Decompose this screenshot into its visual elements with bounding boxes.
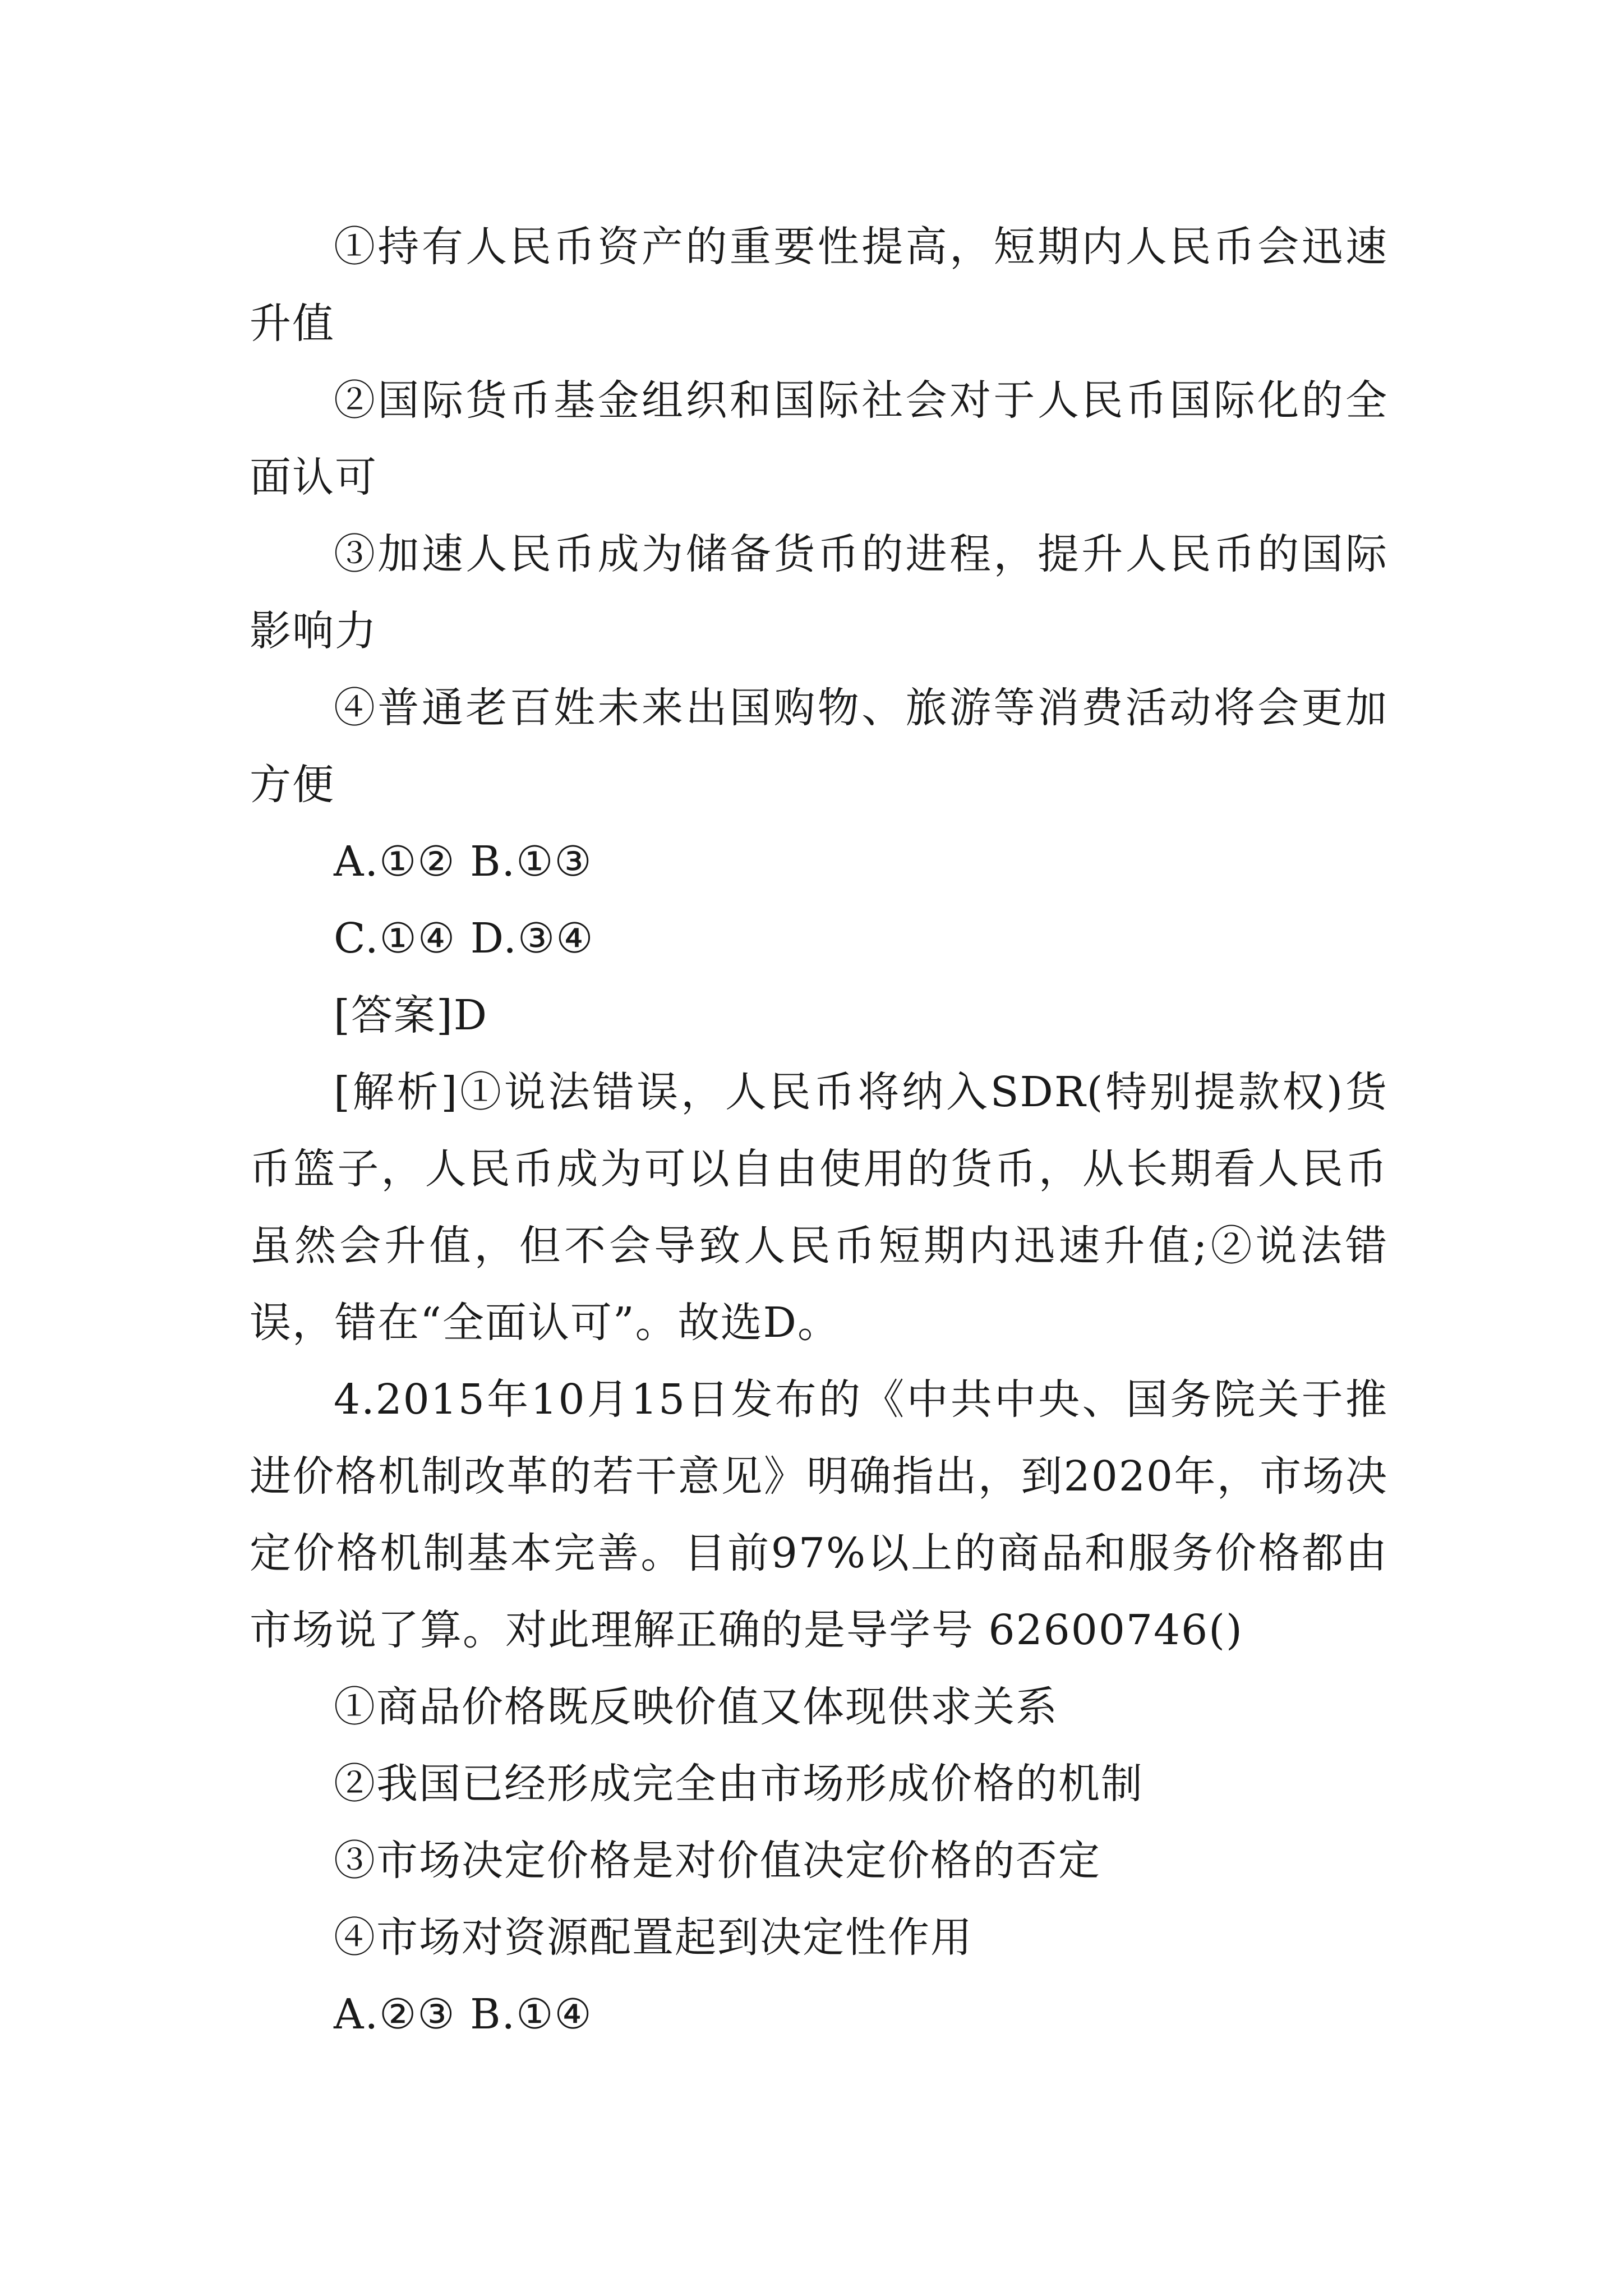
document-body	[250, 209, 1388, 2053]
q3-choices-cd: C.①④ D.③④	[334, 914, 594, 963]
q4-option-1: ①商品价格既反映价值又体现供求关系	[334, 1683, 1058, 1731]
q4-option-4: ④市场对资源配置起到决定性作用	[334, 1913, 973, 1962]
q3-choices-ab: A.①② B.①③	[334, 838, 593, 886]
q3-answer: [答案]D	[334, 991, 488, 1039]
q3-option-1: ①持有人民币资产的重要性提高，短期内人民币会迅速升值	[250, 223, 1388, 348]
q3-option-3: ③加速人民币成为储备货币的进程，提升人民币的国际影响力	[250, 530, 1388, 655]
q4-stem: 4.2015年10月15日发布的《中共中央、国务院关于推进价格机制改革的若干意见》明确指出，到2020年，市场决定价格机制基本完善。目前97%以上的商品和服务价格都由市场说了算。对此理解正确的是导学号 62600746()	[250, 1375, 1388, 1654]
q4-choices-ab: A.②③ B.①④	[334, 1990, 593, 2039]
q4-option-3: ③市场决定价格是对价值决定价格的否定	[334, 1837, 1101, 1885]
q3-option-2: ②国际货币基金组织和国际社会对于人民币国际化的全面认可	[250, 376, 1388, 501]
q3-option-4: ④普通老百姓未来出国购物、旅游等消费活动将会更加方便	[250, 684, 1388, 809]
q3-analysis: [解析]①说法错误，人民币将纳入SDR(特别提款权)货币篮子，人民币成为可以自由使用的货币，从长期看人民币虽然会升值，但不会导致人民币短期内迅速升值;②说法错误，错在“全面认可”。故选D。	[250, 1068, 1388, 1347]
q4-option-2: ②我国已经形成完全由市场形成价格的机制	[334, 1760, 1144, 1808]
